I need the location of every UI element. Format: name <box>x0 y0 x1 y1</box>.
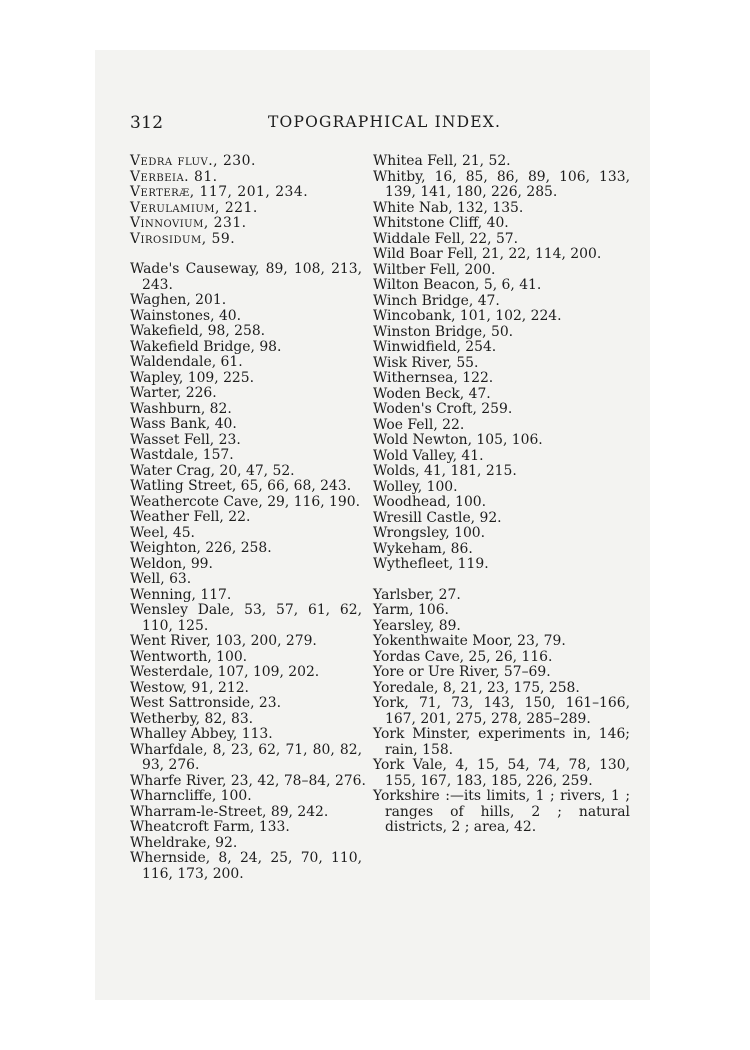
index-column-left <box>130 153 366 882</box>
index-entry: Wetherby, 82, 83. <box>130 710 254 727</box>
index-entry: Wincobank, 101, 102, 224. <box>373 308 562 324</box>
index-entry: Wheldrake, 92. <box>130 834 238 851</box>
index-entry: Wykeham, 86. <box>373 540 473 557</box>
index-entry: Whitby, 16, 85, 86, 89, 106, 133, 139, 141, 180, 226, 285. <box>373 168 630 200</box>
index-entry: Well, 63. <box>130 571 192 587</box>
index-entry: Whalley Abbey, 113. <box>130 726 273 742</box>
index-entry: York, 71, 73, 143, 150, 161–166, 167, 201, 275, 278, 285–289. <box>373 695 630 727</box>
index-entry: Waldendale, 61. <box>130 354 243 370</box>
index-entry: Yordas Cave, 25, 26, 116. <box>373 648 553 665</box>
page-header <box>130 113 628 137</box>
index-entry: Yearsley, 89. <box>373 617 461 634</box>
index-entry: Weighton, 226, 258. <box>130 540 272 556</box>
index-entry: Washburn, 82. <box>130 400 232 417</box>
index-entry: Woodhead, 100. <box>373 494 487 510</box>
index-entry: Wold Valley, 41. <box>373 447 484 464</box>
index-entry: Verteræ, 117, 201, 234. <box>130 184 309 200</box>
index-entry: Winch Bridge, 47. <box>373 292 500 309</box>
index-entry: Westow, 91, 212. <box>130 679 249 696</box>
index-entry: Wentworth, 100. <box>130 648 248 665</box>
index-entry: Wiltber Fell, 200. <box>373 261 496 278</box>
index-entry: Yore or Ure River, 57–69. <box>373 664 551 680</box>
index-entry: White Nab, 132, 135. <box>373 199 524 216</box>
index-entry: Wharfdale, 8, 23, 62, 71, 80, 82, 93, 276. <box>130 741 362 773</box>
index-entry: Woden Beck, 47. <box>373 385 491 402</box>
index-entry: Wrongsley, 100. <box>373 525 486 541</box>
index-entry: Wharncliffe, 100. <box>130 788 252 804</box>
index-entry: Water Crag, 20, 47, 52. <box>130 462 295 479</box>
index-entry: Wheatcroft Farm, 133. <box>130 819 290 835</box>
index-entry: Virosidum, 59. <box>130 230 236 247</box>
index-entry: Winston Bridge, 50. <box>373 323 514 340</box>
index-entry: Wharfe River, 23, 42, 78–84, 276. <box>130 772 366 789</box>
index-entry: Went River, 103, 200, 279. <box>130 633 317 649</box>
index-entry: Wolds, 41, 181, 215. <box>373 463 517 479</box>
running-title: TOPOGRAPHICAL INDEX. <box>268 113 502 131</box>
index-entry: Winwidfield, 254. <box>373 339 497 355</box>
index-entry: Whernside, 8, 24, 25, 70, 110, 116, 173, 200. <box>130 850 362 882</box>
index-entry: Watling Street, 65, 66, 68, 243. <box>130 478 352 494</box>
index-entry: Wakefield Bridge, 98. <box>130 338 282 355</box>
index-entry: Wainstones, 40. <box>130 307 242 324</box>
index-entry: Wapley, 109, 225. <box>130 369 255 386</box>
index-entry: Whitstone Cliff, 40. <box>373 215 509 231</box>
index-entry: Wharram-le-Street, 89, 242. <box>130 803 329 820</box>
index-entry: York Minster, experiments in, 146; rain, 158. <box>373 726 630 758</box>
index-entry: York Vale, 4, 15, 54, 74, 78, 130, 155, 167, 183, 185, 226, 259. <box>373 757 630 789</box>
index-entry: Wilton Beacon, 5, 6, 41. <box>373 277 542 293</box>
index-entry: Weel, 45. <box>130 524 195 541</box>
index-entry: Weldon, 99. <box>130 555 213 572</box>
index-entry: Yarlsber, 27. <box>373 586 461 603</box>
index-entry: Wenning, 117. <box>130 586 232 603</box>
index-entry: Wade's Causeway, 89, 108, 213, 243. <box>130 261 362 293</box>
index-entry: West Sattronside, 23. <box>130 695 282 711</box>
index-entry: Wisk River, 55. <box>373 354 479 371</box>
index-entry: Verulamium, 221. <box>130 199 258 216</box>
index-entry: Wensley Dale, 53, 57, 61, 62, 110, 125. <box>130 602 362 634</box>
index-entry: Warter, 226. <box>130 385 217 401</box>
index-entry: Yorkshire :—its limits, 1 ; rivers, 1 ; ranges of hills, 2 ; natural districts, 2 ; area, 42. <box>373 788 630 835</box>
index-entry: Yokenthwaite Moor, 23, 79. <box>373 633 566 649</box>
index-entry: Weathercote Cave, 29, 116, 190. <box>130 493 360 510</box>
index-column-right <box>373 154 630 836</box>
index-entry: Westerdale, 107, 109, 202. <box>130 664 320 680</box>
index-entry: Vinnovium, 231. <box>130 215 247 231</box>
index-entry: Wolley, 100. <box>373 478 458 495</box>
page-number: 312 <box>130 113 164 133</box>
index-entry: Weather Fell, 22. <box>130 509 251 525</box>
index-entry: Waghen, 201. <box>130 292 227 308</box>
index-entry: Wresill Castle, 92. <box>373 509 502 526</box>
group-spacer <box>130 247 362 262</box>
index-entry: Wakefield, 98, 258. <box>130 323 266 339</box>
index-entry: Widdale Fell, 22, 57. <box>373 230 519 247</box>
index-entry: Wasset Fell, 23. <box>130 431 241 448</box>
index-entry: Vedra fluv., 230. <box>130 153 256 169</box>
index-entry: Woe Fell, 22. <box>373 416 465 433</box>
index-entry: Wold Newton, 105, 106. <box>373 432 543 448</box>
index-entry: Yoredale, 8, 21, 23, 175, 258. <box>373 679 580 696</box>
index-entry: Wastdale, 157. <box>130 447 234 463</box>
index-entry: Wass Bank, 40. <box>130 416 237 432</box>
index-entry: Woden's Croft, 259. <box>373 401 513 417</box>
index-entry: Yarm, 106. <box>373 602 449 618</box>
index-entry: Wythefleet, 119. <box>373 556 489 572</box>
index-entry: Verbeia. 81. <box>130 168 218 185</box>
group-spacer <box>373 573 630 588</box>
index-entry: Withernsea, 122. <box>373 370 494 386</box>
index-entry: Wild Boar Fell, 21, 22, 114, 200. <box>373 246 602 262</box>
index-entry: Whitea Fell, 21, 52. <box>373 153 511 169</box>
